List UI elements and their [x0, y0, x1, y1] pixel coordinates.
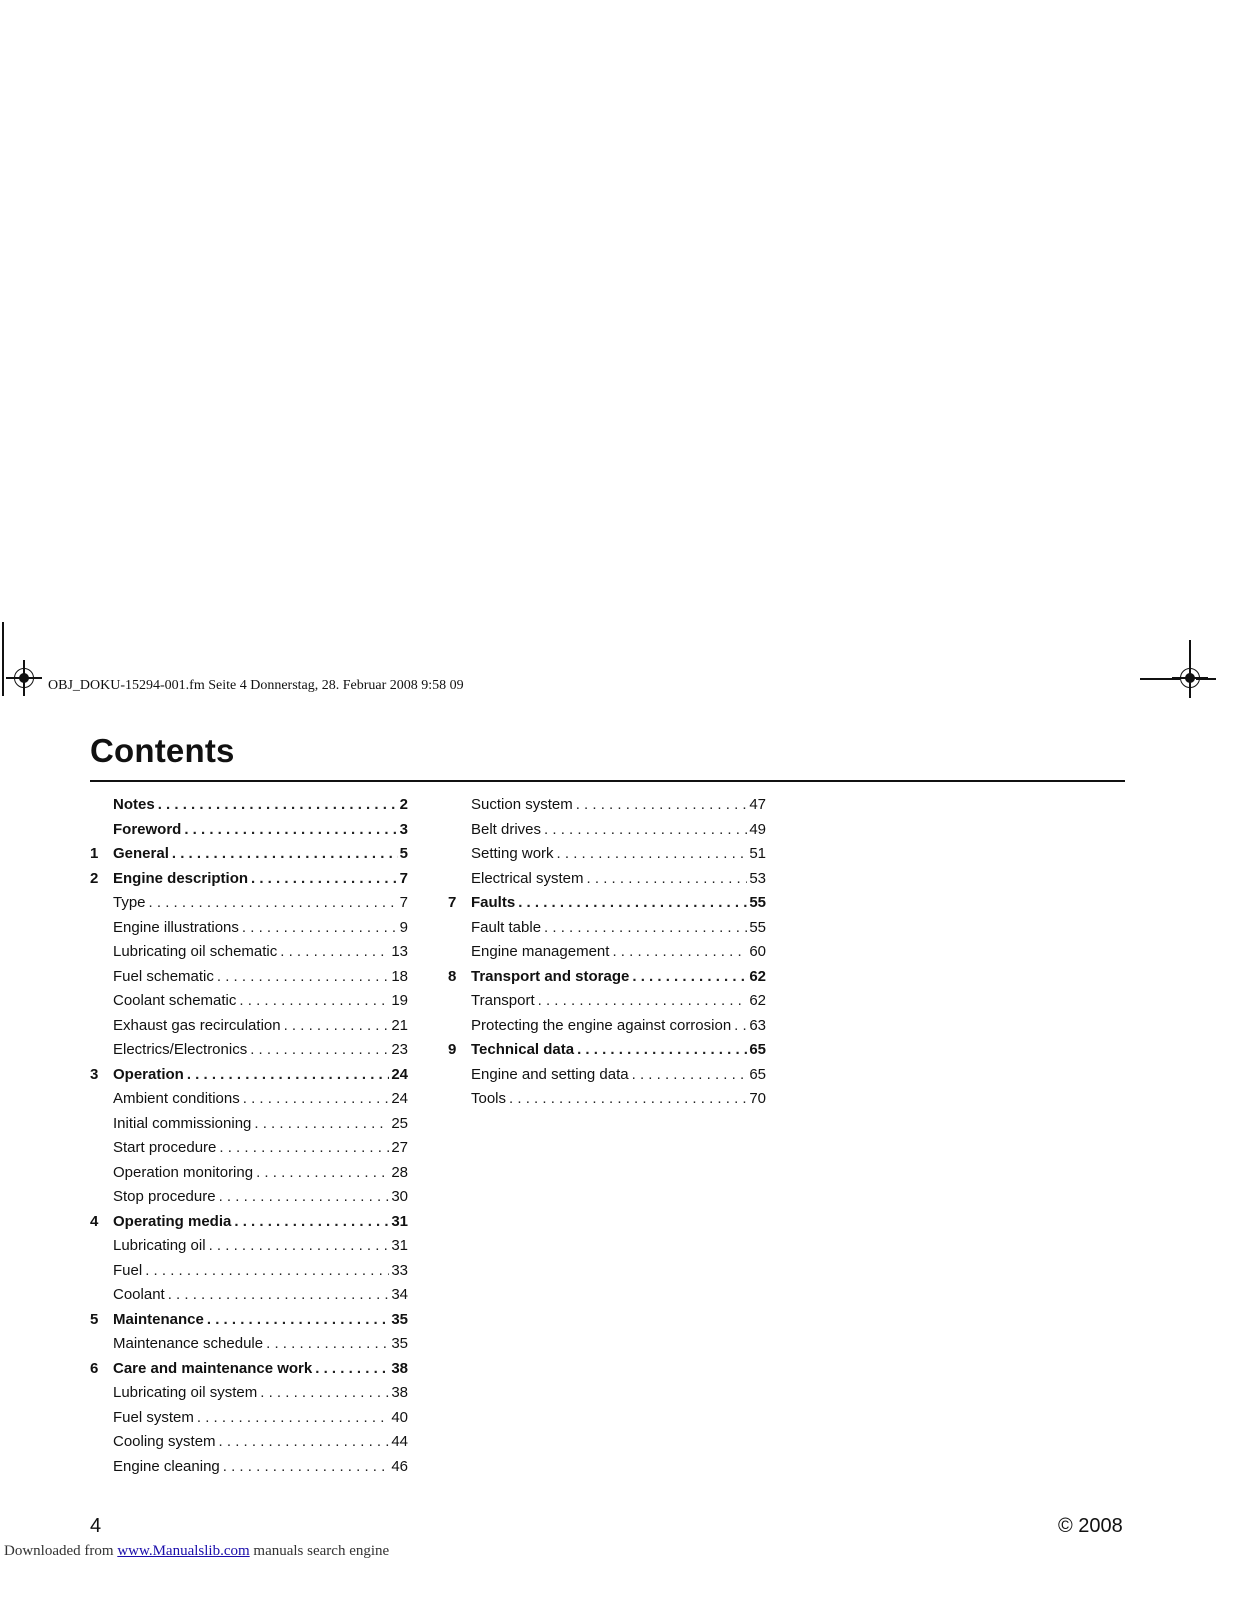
toc-entry[interactable]	[90, 992, 408, 1017]
toc-entry[interactable]	[90, 1139, 408, 1164]
toc-entry[interactable]	[448, 968, 766, 993]
toc-entry[interactable]	[90, 968, 408, 993]
toc-entry-number: 2	[90, 869, 99, 887]
toc-entry[interactable]	[90, 1262, 408, 1287]
toc-entry-title: Suction system	[471, 796, 573, 813]
toc-entry[interactable]	[90, 1237, 408, 1262]
toc-entry[interactable]	[448, 1017, 766, 1042]
toc-leader-dots	[220, 1458, 390, 1475]
toc-entry-page: 53	[749, 869, 766, 887]
toc-leader-dots	[535, 992, 748, 1009]
toc-entry-title: Maintenance schedule	[113, 1335, 264, 1352]
toc-entry-page: 34	[391, 1286, 408, 1303]
toc-entry-page: 18	[391, 967, 408, 985]
toc-leader-dots	[584, 870, 748, 887]
toc-entry-number: 9	[448, 1041, 457, 1058]
toc-entry-page: 38	[391, 1384, 408, 1401]
toc-entry-title: Protecting the engine against corrosion	[471, 1016, 732, 1034]
toc-entry[interactable]	[90, 845, 408, 870]
toc-entry[interactable]	[90, 1041, 408, 1066]
toc-leader-dots	[312, 1360, 389, 1377]
toc-leader-dots	[240, 1090, 390, 1107]
footer-prefix: Downloaded from	[4, 1543, 118, 1559]
toc-entry-title: Lubricating oil schematic	[113, 943, 278, 960]
toc-entry-page: 24	[391, 1065, 408, 1083]
toc-entry[interactable]	[448, 1090, 766, 1115]
toc-leader-dots	[248, 870, 398, 887]
toc-entry-page: 7	[399, 869, 408, 887]
toc-entry-page: 24	[391, 1090, 408, 1107]
toc-leader-dots	[277, 943, 389, 960]
toc-entry-page: 28	[391, 1163, 408, 1181]
toc-entry-title: Setting work	[471, 845, 554, 862]
toc-entry[interactable]	[448, 1041, 766, 1066]
toc-leader-dots	[206, 1237, 390, 1254]
toc-entry-title: Fuel system	[113, 1408, 194, 1426]
toc-leader-dots	[247, 1041, 389, 1058]
toc-leader-dots	[609, 943, 747, 960]
toc-entry[interactable]	[448, 894, 766, 919]
manualslib-link[interactable]: www.Manualslib.com	[117, 1543, 250, 1559]
toc-entry-title: Belt drives	[471, 820, 542, 838]
toc-entry-title: Stop procedure	[113, 1188, 216, 1205]
toc-entry[interactable]	[448, 845, 766, 870]
toc-entry-page: 65	[749, 1041, 766, 1058]
toc-entry-page: 27	[391, 1139, 408, 1156]
toc-entry-page: 25	[391, 1114, 408, 1132]
toc-leader-dots	[155, 796, 398, 813]
toc-entry-number: 3	[90, 1065, 99, 1083]
toc-entry-page: 21	[391, 1016, 408, 1034]
toc-entry-title: Electrics/Electronics	[113, 1041, 248, 1058]
toc-entry-title: Coolant schematic	[113, 992, 237, 1009]
copyright-notice: © 2008	[1058, 1515, 1123, 1537]
toc-leader-dots	[181, 821, 397, 838]
toc-entry-page: 62	[749, 992, 766, 1009]
toc-entry-title: Maintenance	[113, 1310, 204, 1328]
toc-leader-dots	[184, 1066, 389, 1083]
toc-entry-page: 49	[749, 820, 766, 838]
toc-entry-page: 62	[749, 967, 766, 985]
toc-entry-title: Foreword	[113, 820, 182, 838]
toc-entry-number: 1	[90, 845, 99, 862]
toc-entry-title: Lubricating oil	[113, 1237, 206, 1254]
toc-entry-title: Initial commissioning	[113, 1114, 252, 1132]
toc-entry-title: Exhaust gas recirculation	[113, 1016, 281, 1034]
toc-entry-page: 63	[749, 1016, 766, 1034]
toc-entry-title: Cooling system	[113, 1433, 216, 1450]
toc-entry-page: 55	[749, 894, 766, 911]
toc-entry[interactable]	[90, 821, 408, 846]
toc-entry[interactable]	[448, 943, 766, 968]
toc-entry[interactable]	[90, 1335, 408, 1360]
toc-leader-dots	[574, 1041, 747, 1058]
toc-entry-page: 60	[749, 943, 766, 960]
toc-entry-title: Fuel schematic	[113, 967, 214, 985]
toc-leader-dots	[731, 1017, 747, 1034]
toc-entry-page: 7	[399, 894, 408, 911]
toc-entry[interactable]	[90, 1115, 408, 1140]
toc-entry-number: 4	[90, 1212, 99, 1230]
toc-entry[interactable]	[90, 919, 408, 944]
toc-entry-title: Electrical system	[471, 869, 584, 887]
toc-entry[interactable]	[448, 1066, 766, 1091]
toc-entry-page: 44	[391, 1433, 408, 1450]
toc-leader-dots	[629, 968, 747, 985]
toc-leader-dots	[231, 1213, 389, 1230]
toc-leader-dots	[216, 1433, 390, 1450]
toc-entry[interactable]	[448, 919, 766, 944]
toc-leader-dots	[239, 919, 398, 936]
toc-entry[interactable]	[90, 1311, 408, 1336]
toc-entry[interactable]	[448, 870, 766, 895]
toc-entry-title: Type	[113, 894, 146, 911]
toc-entry-page: 3	[399, 820, 408, 838]
toc-entry-page: 40	[391, 1408, 408, 1426]
toc-entry[interactable]	[448, 796, 766, 821]
toc-entry-page: 70	[749, 1090, 766, 1107]
toc-leader-dots	[257, 1384, 389, 1401]
toc-entry[interactable]	[90, 1433, 408, 1458]
toc-entry[interactable]	[90, 1384, 408, 1409]
toc-entry-title: Notes	[113, 796, 155, 813]
crop-line	[2, 622, 4, 696]
toc-entry-number: 6	[90, 1359, 99, 1377]
toc-entry-page: 65	[749, 1065, 766, 1083]
toc-entry-title: Engine and setting data	[471, 1065, 629, 1083]
toc-entry-page: 31	[391, 1212, 408, 1230]
toc-leader-dots	[253, 1164, 389, 1181]
toc-entry-title: Tools	[471, 1090, 507, 1107]
toc-leader-dots	[541, 919, 747, 936]
toc-leader-dots	[281, 1017, 390, 1034]
toc-entry[interactable]	[90, 1409, 408, 1434]
toc-leader-dots	[263, 1335, 389, 1352]
toc-leader-dots	[506, 1090, 747, 1107]
toc-entry-page: 46	[391, 1457, 408, 1475]
toc-entry-page: 51	[749, 845, 766, 862]
toc-entry-title: Engine illustrations	[113, 918, 239, 936]
toc-entry-title: Operation monitoring	[113, 1163, 254, 1181]
toc-entry[interactable]	[90, 894, 408, 919]
toc-leader-dots	[194, 1409, 389, 1426]
toc-leader-dots	[204, 1311, 389, 1328]
toc-column-left	[90, 796, 408, 1482]
toc-entry[interactable]	[90, 943, 408, 968]
toc-entry-title: Engine management	[471, 943, 610, 960]
toc-leader-dots	[216, 1139, 389, 1156]
toc-entry-page: 33	[391, 1261, 408, 1279]
toc-entry[interactable]	[90, 1066, 408, 1091]
toc-leader-dots	[169, 845, 398, 862]
toc-column-right	[448, 796, 766, 1115]
page-number: 4	[90, 1515, 102, 1537]
toc-entry-page: 23	[391, 1041, 408, 1058]
toc-entry[interactable]	[90, 1213, 408, 1238]
toc-leader-dots	[146, 894, 398, 911]
toc-entry-title: Transport and storage	[471, 967, 630, 985]
toc-entry-title: Start procedure	[113, 1139, 217, 1156]
toc-entry-title: Fuel	[113, 1261, 143, 1279]
toc-entry-page: 47	[749, 796, 766, 813]
toc-entry-page: 35	[391, 1335, 408, 1352]
toc-entry-page: 30	[391, 1188, 408, 1205]
toc-entry-title: Ambient conditions	[113, 1090, 240, 1107]
toc-leader-dots	[236, 992, 389, 1009]
toc-entry-page: 2	[399, 796, 408, 813]
toc-leader-dots	[541, 821, 747, 838]
toc-entry-number: 8	[448, 967, 457, 985]
toc-entry-title: Engine cleaning	[113, 1457, 220, 1475]
toc-entry[interactable]	[90, 1017, 408, 1042]
toc-entry-title: Faults	[471, 894, 516, 911]
toc-entry[interactable]	[448, 821, 766, 846]
toc-entry[interactable]	[90, 1360, 408, 1385]
registration-mark-icon	[6, 660, 42, 696]
page-title: Contents	[90, 732, 235, 769]
toc-entry-page: 55	[749, 918, 766, 936]
toc-entry[interactable]	[90, 1458, 408, 1483]
toc-leader-dots	[251, 1115, 389, 1132]
toc-entry[interactable]	[90, 1164, 408, 1189]
download-footer	[4, 1543, 389, 1560]
toc-entry-title: Lubricating oil system	[113, 1384, 258, 1401]
toc-entry-title: General	[113, 845, 169, 862]
toc-entry-number: 5	[90, 1310, 99, 1328]
registration-mark-icon	[1172, 660, 1208, 696]
file-header: OBJ_DOKU-15294-001.fm Seite 4 Donnerstag, 28. Februar 2008 9:58 09	[48, 678, 464, 693]
toc-entry-page: 31	[391, 1237, 408, 1254]
title-rule	[90, 780, 1125, 782]
toc-entry-page: 19	[391, 992, 408, 1009]
toc-entry-page: 35	[391, 1310, 408, 1328]
toc-entry-title: Coolant	[113, 1286, 165, 1303]
toc-entry[interactable]	[90, 1090, 408, 1115]
toc-leader-dots	[515, 894, 747, 911]
toc-entry-title: Care and maintenance work	[113, 1359, 313, 1377]
toc-entry-title: Operating media	[113, 1212, 232, 1230]
toc-entry-page: 13	[391, 943, 408, 960]
toc-entry[interactable]	[90, 870, 408, 895]
toc-entry-title: Fault table	[471, 918, 542, 936]
toc-entry[interactable]	[90, 796, 408, 821]
toc-leader-dots	[165, 1286, 390, 1303]
toc-entry-title: Engine description	[113, 869, 249, 887]
toc-leader-dots	[554, 845, 748, 862]
toc-entry-title: Technical data	[471, 1041, 575, 1058]
toc-leader-dots	[142, 1262, 389, 1279]
footer-suffix: manuals search engine	[249, 1543, 390, 1559]
toc-leader-dots	[573, 796, 748, 813]
toc-leader-dots	[629, 1066, 748, 1083]
toc-leader-dots	[216, 1188, 390, 1205]
toc-entry-title: Transport	[471, 992, 535, 1009]
toc-leader-dots	[214, 968, 389, 985]
toc-entry-title: Operation	[113, 1065, 184, 1083]
toc-entry-page: 38	[391, 1359, 408, 1377]
toc-entry[interactable]	[90, 1188, 408, 1213]
toc-entry-page: 9	[399, 918, 408, 936]
toc-entry-number: 7	[448, 894, 457, 911]
toc-entry[interactable]	[448, 992, 766, 1017]
toc-entry-page: 5	[399, 845, 408, 862]
toc-entry[interactable]	[90, 1286, 408, 1311]
